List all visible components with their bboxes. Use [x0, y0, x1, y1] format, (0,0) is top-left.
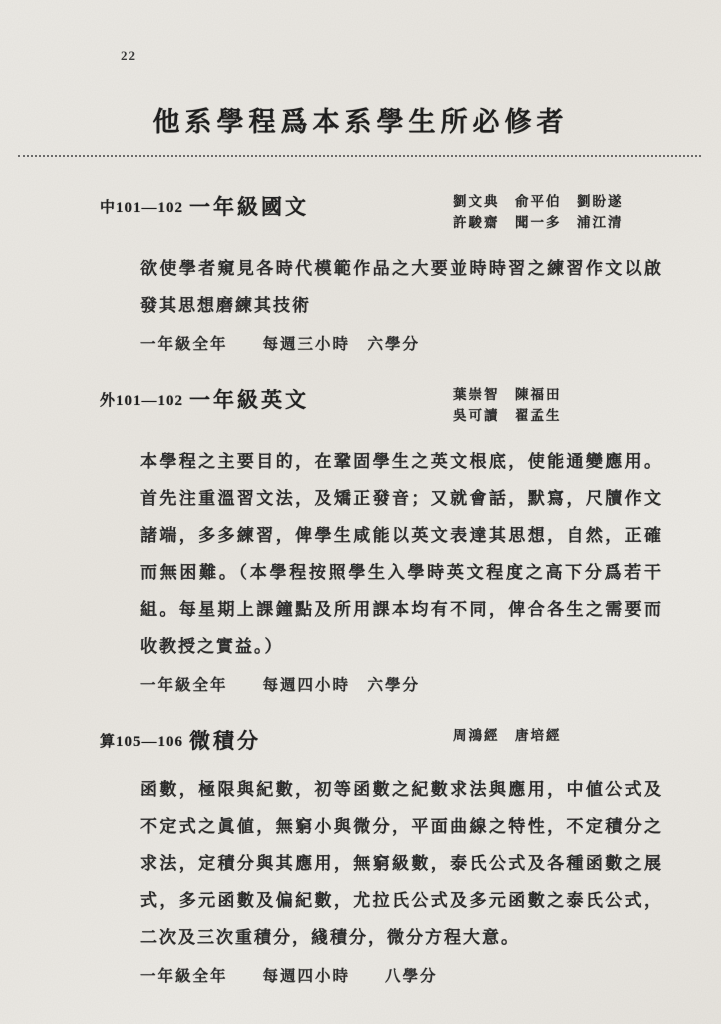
course-title: [100, 725, 261, 755]
page-content: [0, 157, 721, 986]
course-schedule: 一年級全年 每週四小時 八學分: [140, 967, 438, 985]
course-code: 外101—102: [100, 392, 184, 409]
course-instructors: [453, 726, 663, 747]
course-heading: [100, 725, 663, 755]
course-code: 算105—106: [100, 733, 184, 750]
course-title: [100, 384, 309, 414]
course-name: 微積分: [189, 728, 262, 753]
course-section-calculus: [100, 725, 663, 986]
course-name: 一年級國文: [189, 195, 310, 219]
instructor-row: 葉崇智 陳福田: [453, 386, 562, 402]
course-schedule: 一年級全年 每週四小時 六學分: [140, 676, 421, 694]
course-description: 本學程之主要目的，在鞏固學生之英文根底，使能通變應用。首先注重溫習文法，及矯正發音；又就會話，默寫，尺牘作文諸端，多多練習，俾學生咸能以英文表達其思想，自然，正確而無困難。（本學程按照學生入學時英文程度之高下分爲若干組。每星期上課鐘點及所用課本均有不同，俾合各生之需要而收教授之實益。）: [140, 451, 663, 656]
course-code: 中101—102: [100, 200, 184, 216]
course-name: 一年級英文: [189, 387, 310, 412]
course-title: [100, 191, 309, 221]
course-section-english: [100, 384, 663, 695]
course-instructors: [453, 192, 663, 234]
course-instructors: [453, 385, 663, 427]
instructor-row: 劉文典 俞平伯 劉盼遂: [453, 194, 624, 209]
instructor-row: 吳可讀 翟孟生: [453, 407, 562, 423]
instructor-row: 許駿齋 聞一多 浦江清: [453, 214, 624, 230]
instructor-row: 周鴻經 唐培經: [453, 727, 562, 743]
course-description: 函數，極限與紀數，初等函數之紀數求法與應用，中値公式及不定式之眞値，無窮小與微分，平面曲線之特性，不定積分之求法，定積分與其應用，無窮級數，泰氏公式及各種函數之展式，多元函數及偏紀數，尤拉氏公式及多元函數之泰氏公式，二次及三次重積分，綫積分，微分方程大意。: [140, 779, 663, 947]
course-description: 欲使學者窺見各時代模範作品之大要並時時習之練習作文以啟發其思想磨練其技術: [140, 258, 663, 315]
page-number: 22: [121, 48, 136, 63]
course-schedule: 一年級全年 每週三小時 六學分: [140, 335, 421, 353]
title-divider: [18, 155, 701, 157]
course-section-chinese: [100, 191, 663, 354]
course-heading: [100, 384, 663, 427]
page-title: 他系學程爲本系學生所必修者: [152, 107, 569, 137]
course-heading: [100, 191, 663, 234]
